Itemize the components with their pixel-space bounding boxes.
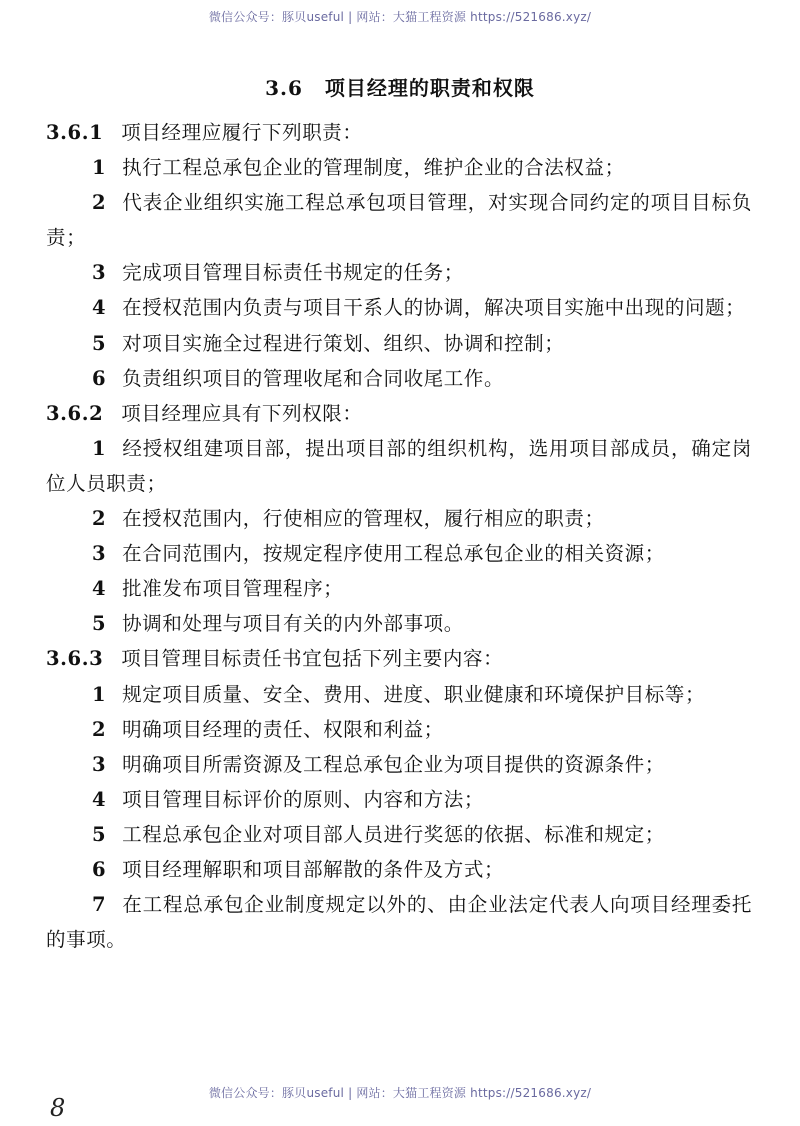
- item-number: 1: [92, 682, 107, 706]
- item-number: 2: [92, 507, 107, 531]
- clause-text: 项目经理应履行下列职责：: [121, 121, 363, 144]
- page-number: 8: [50, 1094, 66, 1122]
- list-item: [46, 326, 752, 361]
- watermark-top: 微信公众号：豚贝useful | 网站：大猫工程资源 https://521686.xyz/: [208, 10, 592, 24]
- item-text: 经授权组建项目部，提出项目部的组织机构，选用项目部成员，确定岗位人员职责；: [46, 436, 752, 495]
- list-item: [46, 887, 752, 957]
- clause-paragraph: [46, 641, 752, 676]
- item-text: 在授权范围内负责与项目干系人的协调，解决项目实施中出现的问题；: [122, 296, 746, 320]
- item-number: 4: [92, 296, 107, 320]
- item-number: 3: [92, 261, 107, 285]
- list-item: [46, 782, 752, 817]
- item-number: 5: [92, 822, 107, 846]
- list-item: [46, 606, 752, 641]
- item-text: 完成项目管理目标责任书规定的任务；: [122, 261, 464, 285]
- list-item: [46, 501, 752, 536]
- list-item: [46, 817, 752, 852]
- item-text: 协调和处理与项目有关的内外部事项。: [122, 612, 464, 636]
- item-text: 在合同范围内，按规定程序使用工程总承包企业的相关资源；: [122, 542, 665, 566]
- item-number: 6: [92, 857, 107, 881]
- item-number: 2: [92, 717, 107, 741]
- list-item: [46, 290, 752, 325]
- item-text: 项目经理解职和项目部解散的条件及方式；: [122, 857, 505, 881]
- list-item: [46, 852, 752, 887]
- item-text: 对项目实施全过程进行策划、组织、协调和控制；: [122, 331, 565, 355]
- item-number: 1: [92, 436, 107, 460]
- clause-text: 项目管理目标责任书宜包括下列主要内容：: [121, 647, 504, 671]
- clause-number: 3.6.1: [46, 121, 104, 144]
- item-text: 明确项目经理的责任、权限和利益；: [122, 717, 444, 741]
- item-text: 规定项目质量、安全、费用、进度、职业健康和环境保护目标等；: [122, 682, 706, 706]
- section-title: [0, 72, 800, 101]
- item-number: 3: [92, 542, 107, 566]
- document-body: [46, 115, 752, 957]
- item-number: 5: [92, 612, 107, 636]
- item-text: 负责组织项目的管理收尾和合同收尾工作。: [122, 366, 505, 390]
- item-text: 明确项目所需资源及工程总承包企业为项目提供的资源条件；: [122, 752, 665, 776]
- item-text: 代表企业组织实施工程总承包项目管理，对实现合同约定的项目目标负责；: [46, 191, 752, 250]
- item-text: 批准发布项目管理程序；: [122, 577, 344, 601]
- clause-number: 3.6.2: [46, 401, 104, 425]
- list-item: [46, 361, 752, 396]
- item-text: 执行工程总承包企业的管理制度，维护企业的合法权益；: [122, 156, 625, 180]
- item-number: 4: [92, 577, 107, 601]
- item-text: 项目管理目标评价的原则、内容和方法；: [122, 787, 484, 811]
- item-text: 在工程总承包企业制度规定以外的、由企业法定代表人向项目经理委托的事项。: [46, 893, 752, 952]
- list-item: [46, 747, 752, 782]
- list-item: [46, 431, 752, 501]
- section-heading: 项目经理的职责和权限: [324, 76, 535, 100]
- list-item: [46, 150, 752, 185]
- item-number: 3: [92, 752, 107, 776]
- item-text: 在授权范围内，行使相应的管理权，履行相应的职责；: [122, 507, 605, 531]
- list-item: [46, 712, 752, 747]
- list-item: [46, 571, 752, 606]
- list-item: [46, 677, 752, 712]
- clause-text: 项目经理应具有下列权限：: [121, 401, 363, 425]
- list-item: [46, 536, 752, 571]
- clause-paragraph: [46, 396, 752, 431]
- section-number: 3.6: [265, 76, 303, 100]
- clause-number: 3.6.3: [46, 647, 104, 671]
- clause-paragraph: [46, 115, 752, 150]
- item-number: 4: [92, 787, 107, 811]
- item-number: 5: [92, 331, 107, 355]
- item-number: 7: [92, 893, 107, 917]
- list-item: [46, 185, 752, 255]
- item-number: 1: [92, 156, 107, 180]
- watermark-bottom: 微信公众号：豚贝useful | 网站：大猫工程资源 https://521686.xyz/: [208, 1086, 592, 1100]
- item-number: 6: [92, 366, 107, 390]
- item-number: 2: [92, 191, 107, 215]
- list-item: [46, 255, 752, 290]
- item-text: 工程总承包企业对项目部人员进行奖惩的依据、标准和规定；: [122, 822, 665, 846]
